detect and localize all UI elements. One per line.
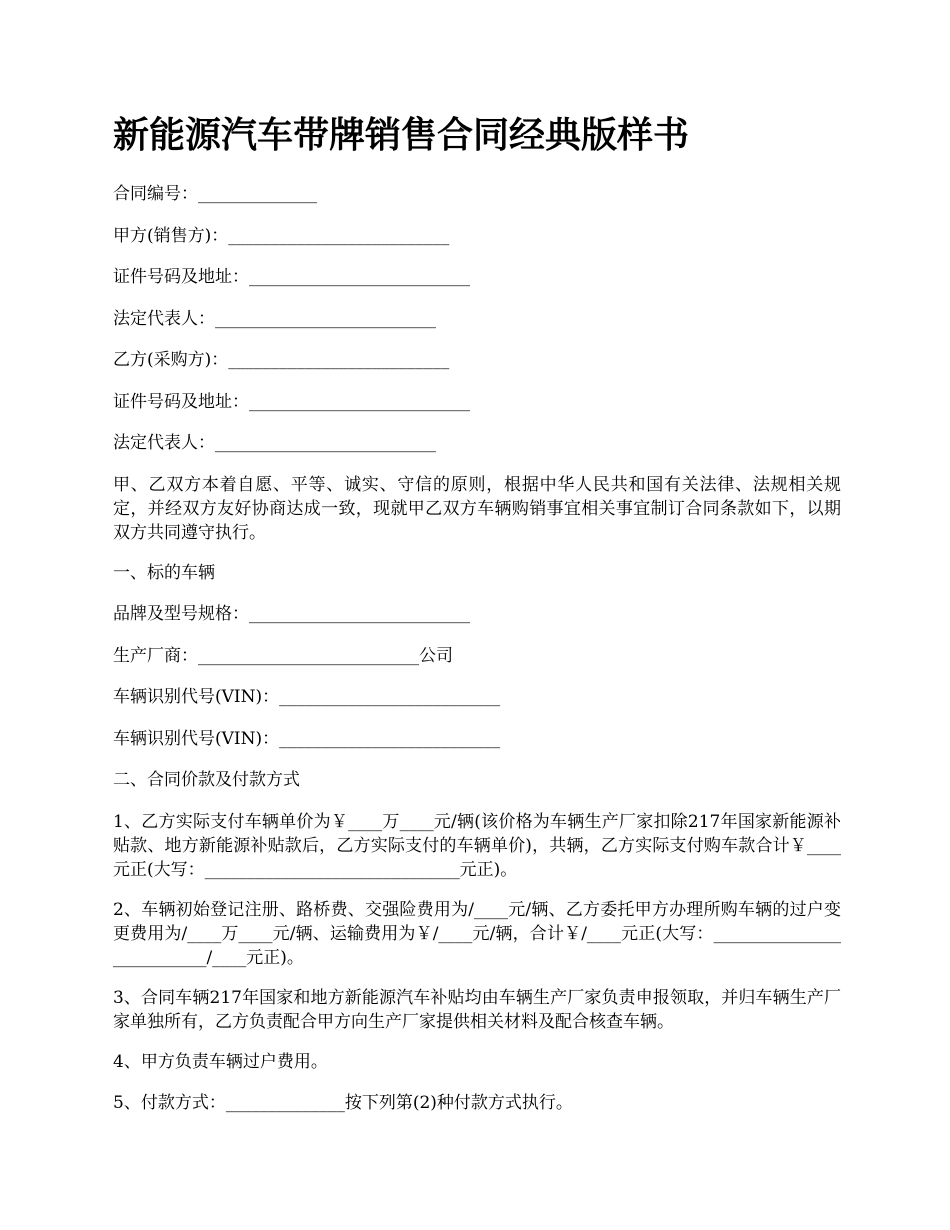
field-party-a-id-address: 证件号码及地址：__________________________ <box>113 267 470 287</box>
intro-paragraph: 甲、乙双方本着自愿、平等、诚实、守信的原则，根据中华人民共和国有关法律、法规相关规定，并经双方友好协商达成一致，现就甲乙双方车辆购销事宜相关事宜制订合同条款如下，以期双方共同遵守执行。 <box>113 474 841 543</box>
field-manufacturer: 生产厂商：__________________________公司 <box>113 645 453 666</box>
section-heading-vehicle: 一、标的车辆 <box>113 562 215 583</box>
field-party-b-id-address: 证件号码及地址：__________________________ <box>113 391 470 412</box>
clause-2: 2、车辆初始登记注册、路桥费、交强险费用为/____元/辆、乙方委托甲方办理所购车辆的过户变更费用为/____万____元/辆、运输费用为￥/____元/辆，合计￥/____元正(大写：__________________________/____元正)。 <box>113 899 841 968</box>
contract-page <box>113 110 841 1132</box>
section-heading-price-payment: 二、合同价款及付款方式 <box>113 770 300 790</box>
clause-3: 3、合同车辆217年国家和地方新能源汽车补贴均由车辆生产厂家负责申报领取，并归车辆生产厂家单独所有，乙方负责配合甲方向生产厂家提供相关材料及配合核查车辆。 <box>113 987 841 1032</box>
clause-5: 5、付款方式：______________按下列第(2)种付款方式执行。 <box>113 1092 573 1113</box>
field-vin-1: 车辆识别代号(VIN)：__________________________ <box>113 687 501 707</box>
field-party-a-representative: 法定代表人：__________________________ <box>113 308 436 329</box>
field-contract-number: 合同编号：______________ <box>113 184 317 204</box>
document-title: 新能源汽车带牌销售合同经典版样书 <box>113 114 690 156</box>
clause-1: 1、乙方实际支付车辆单价为￥____万____元/辆(该价格为车辆生产厂家扣除217年国家新能源补贴款、地方新能源补贴款后，乙方实际支付的车辆单价)，共辆，乙方实际支付购车款合计￥____元正(大写：______________________________元正)。 <box>113 811 841 880</box>
field-party-a: 甲方(销售方)：__________________________ <box>113 225 450 246</box>
field-vin-2: 车辆识别代号(VIN)：__________________________ <box>113 728 501 749</box>
clause-4: 4、甲方负责车辆过户费用。 <box>113 1051 328 1072</box>
field-party-b: 乙方(采购方)：__________________________ <box>113 350 450 370</box>
field-party-b-representative: 法定代表人：__________________________ <box>113 433 436 453</box>
field-brand-model: 品牌及型号规格：__________________________ <box>113 604 470 624</box>
